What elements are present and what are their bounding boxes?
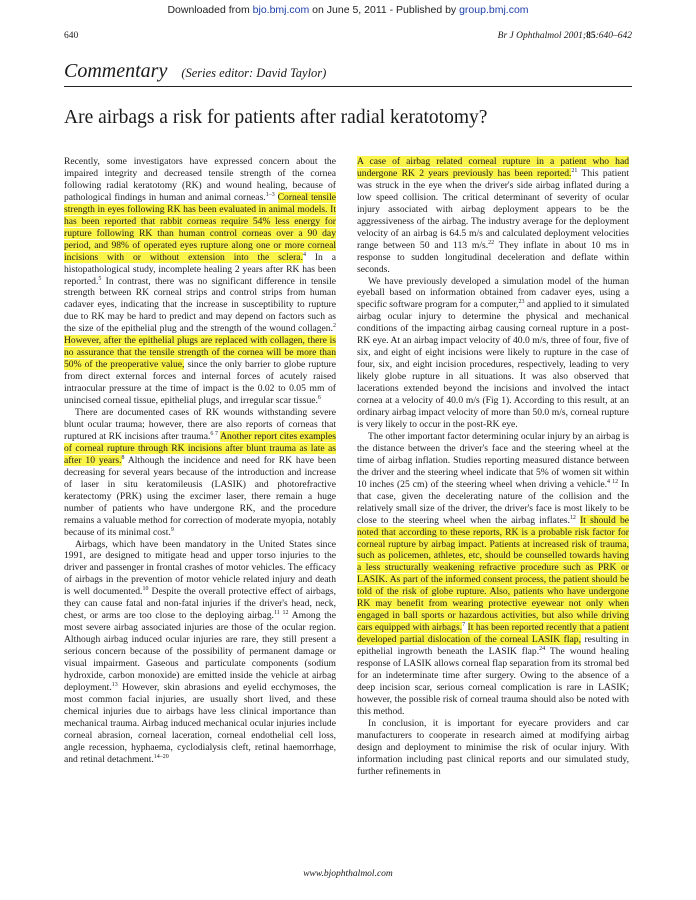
- citation-ref: 7: [462, 621, 466, 628]
- body-text: We have previously developed a simulation model of the human eyeball based on information obtained from cadaver eyes, using a specific software program for a computer,: [357, 275, 629, 311]
- citation-ref: 11 12: [273, 610, 289, 617]
- body-text: since the only barrier to globe rupture from direct external forces and internal forces of acutely raised intraocular pressure at the time of impact is the 0.02 to 0.05 mm of unincised corneal tissue, epithelial plugs, and irregular scar tissue.: [64, 359, 336, 407]
- highlighted-text: Another report cites examples of corneal rupture through RK incisions after blunt trauma as late as after 10 years.: [64, 430, 337, 466]
- highlighted-text: Corneal tensile strength in eyes following RK has been evaluated in animal models. It has been reported that rabbit corneas require 54% less energy for rupture following RK than human control corneas over a 90 day period, and 98% of operated eyes rupture along one or more corneal incisions with or without extension into the sclera.: [64, 191, 336, 263]
- download-banner: [0, 4, 696, 16]
- body-paragraph: [357, 276, 629, 431]
- body-text: Despite the overall protective effect of airbags, they can cause fatal and non-fatal injuries if the driver's head, neck, chest, or arms are too close to the deploying airbag.: [64, 586, 337, 622]
- left-column: [64, 156, 336, 766]
- body-text: In that case, given the decelerating nature of the collision and the relatively small size of the driver, the driver's face is most likely to be close to the steering wheel when the airbag inflates.: [357, 478, 630, 526]
- highlighted-text: It has been reported recently that a patient developed partial dislocation of the corneal LASIK flap,: [357, 622, 629, 646]
- citation-ref: 8: [121, 454, 125, 461]
- section-header: [64, 60, 632, 87]
- page-number: 640: [64, 31, 79, 41]
- body-text: In conclusion, it is important for eyecare providers and car manufacturers to cooperate in research aimed at modifying airbag design and deployment to minimise the risk of ocular injury. With information including past clinical reports and our simulated study, further refinements in: [357, 717, 629, 777]
- body-text: and applied to it simulated airbag ocular injury to determine the physical and mechanical conditions of the impacting airbag causing corneal rupture in a post-RK eye. At an airbag impact velocity of 40.0 m/s, three of four, five of six, and eight of eight incisions were likely to rupture in the case of four, six, and eight incision procedures, respectively, leading to very likely globe rupture in all situations. It was also observed that lacerations extended beyond the incisions and involved the intact cornea at a velocity of 40.0 m/s (Fig 1). According to this result, at an ordinary airbag impact velocity of more than 50.0 m/s, corneal rupture is very likely to occur in the post-RK eye.: [357, 299, 629, 430]
- body-paragraph: [357, 431, 629, 718]
- body-text: They inflate in about 10 ms in response to sudden longitudinal deceleration and deflate within seconds.: [357, 239, 629, 275]
- citation-ref: 4: [302, 251, 306, 258]
- citation-ref: 6: [317, 394, 321, 401]
- banner-prefix: Downloaded from: [167, 4, 253, 16]
- body-text: However, skin abrasions and eyelid ecchymoses, the most common facial injuries, are usually short lived, and these chemical injuries due to airbags have less clinical importance than mechanical trauma. Airbag induced mechanical ocular injuries include corneal abrasion, corneal laceration, corneal endothelial cell loss, angle recession, hyphaema, cyclodialysis cleft, retinal haemorrhage, and retinal detachment.: [64, 681, 336, 765]
- series-editor: (Series editor: David Taylor): [181, 66, 327, 80]
- body-text: In a histopathological study, incomplete healing 2 years after RK has been reported.: [64, 251, 336, 287]
- publisher-link[interactable]: group.bmj.com: [459, 4, 529, 16]
- body-text: Airbags, which have been mandatory in the United States since 1991, are designed to mitigate head and upper torso injuries to the driver and passenger in frontal crashes of motor vehicles. The efficacy of airbags in the prevention of motor vehicle related injury and death is well documented.: [64, 538, 336, 598]
- body-text: In contrast, there was no significant difference in tensile strength between RK corneal strips and control strips from human cadaver eyes, indicating that the increase in susceptibility to rupture due to RK may be hard to predict and may depend on factors such as the size of the epithelial plug and the strength of the wound collagen.: [64, 275, 336, 335]
- footer-url[interactable]: www.bjophthalmol.com: [303, 869, 393, 879]
- body-text: The other important factor determining ocular injury by an airbag is the distance between the driver's face and the steering wheel at the time of airbag inflation. Studies reporting measured distance between the driver and the steering wheel indicate that 5% of women sit within 10 inches (25 cm) of the steering wheel when driving a vehicle.: [357, 430, 629, 490]
- body-paragraph: [357, 718, 629, 778]
- citation-ref: 14–20: [153, 753, 169, 760]
- body-text: The wound healing response of LASIK allows corneal flap separation from its stromal bed for an indeterminate time after surgery. Owing to the absence of a deep incision scar, serious corneal complication is rare in LASIK; however, the possible risk of corneal trauma should also be noted with this method.: [357, 646, 629, 717]
- highlighted-text: However, after the epithelial plugs are replaced with collagen, there is no assurance that the tensile strength of the cornea will be more than 50% of the preoperative value,: [64, 335, 336, 371]
- body-paragraph: [64, 539, 336, 766]
- body-text: There are documented cases of RK wounds withstanding severe blunt ocular trauma; however, there are also reports of corneas that ruptured at RK incisions after trauma.: [64, 407, 336, 442]
- journal-volume: 85: [586, 31, 596, 41]
- journal-year: 2001;: [561, 31, 587, 41]
- body-paragraph: [64, 156, 336, 407]
- citation-ref: 24: [539, 645, 546, 652]
- banner-middle: on June 5, 2011 - Published by: [309, 4, 460, 16]
- citation-ref: 6 7: [210, 430, 219, 437]
- citation-ref: 10: [142, 586, 149, 593]
- body-paragraph: [357, 156, 629, 276]
- journal-site-link[interactable]: bjo.bmj.com: [252, 4, 310, 16]
- citation-ref: 23: [518, 299, 525, 306]
- citation-ref: 13: [111, 681, 118, 688]
- citation-ref: 4 12: [607, 478, 619, 485]
- citation-ref: 22: [488, 239, 495, 246]
- citation-ref: 21: [571, 167, 578, 174]
- highlighted-text: It should be noted that according to these reports, RK is a probable risk factor for corneal rupture by airbag impact. Patients at increased risk of trauma, such as policemen, athletes, etc, should be counselled towards having a less structurally weakening refractive procedure such as PRK or LASIK. As part of the informed consent process, the patient should be told of the risk of globe rupture. Also, patients who have undergone RK may benefit from wearing protective eyewear not only when engaged in ball sports or hazardous activities, but also while driving cars equipped with airbags.: [357, 514, 629, 634]
- citation-ref: 2: [333, 323, 336, 330]
- citation-ref: 9: [170, 526, 174, 533]
- body-paragraph: [64, 407, 336, 538]
- body-text: Although the incidence and need for RK have been decreasing for several years because of the introduction and increase of laser in situ keratomileusis (LASIK) and photorefractive keratectomy (PRK) using the excimer laser, there remain a huge number of patients who have undergone RK, and the procedure remains a valuable method for correction of moderate myopia, notably because of its minimal cost.: [64, 454, 336, 538]
- citation-ref: 12: [569, 514, 576, 521]
- journal-name: Br J Ophthalmol: [497, 31, 562, 41]
- citation-ref: 5: [98, 275, 102, 282]
- body-text: This patient was struck in the eye when the driver's side airbag inflated during a low speed collision. The critical determinant of severity of ocular injury associated with airbag deployment appears to be the aggressiveness of the airbag. The industry average for the deployment velocity of an airbag is 64.5 m/s and calculated deployment velocities range between 50 and 113 m/s.: [357, 167, 629, 251]
- body-text: Recently, some investigators have expressed concern about the impaired integrity and decreased tensile strength of the cornea following radial keratotomy (RK) and wound healing, because of pathological findings in human and animal corneas.: [64, 156, 336, 203]
- journal-pages: :640–642: [595, 31, 632, 41]
- journal-reference: [498, 31, 632, 41]
- body-text: Among the most severe airbag associated injuries are those of the ocular region. Although airbag induced ocular injuries are rare, they still present a serious concern because of the possibility of permanent damage or visual impairment. Gaseous and particulate components (sodium hydroxide, carbon monoxide) are emitted inside the vehicle at airbag deployment.: [64, 610, 336, 693]
- right-column: [357, 156, 629, 778]
- article-title: Are airbags a risk for patients after radial keratotomy?: [64, 107, 488, 128]
- body-text: resulting in epithelial ingrowth beneath the LASIK flap.: [357, 634, 629, 658]
- citation-ref: 1–3: [265, 191, 275, 198]
- highlighted-text: A case of airbag related corneal rupture in a patient who had undergone RK 2 years previously has been reported.: [357, 156, 629, 179]
- section-name: Commentary: [64, 60, 168, 82]
